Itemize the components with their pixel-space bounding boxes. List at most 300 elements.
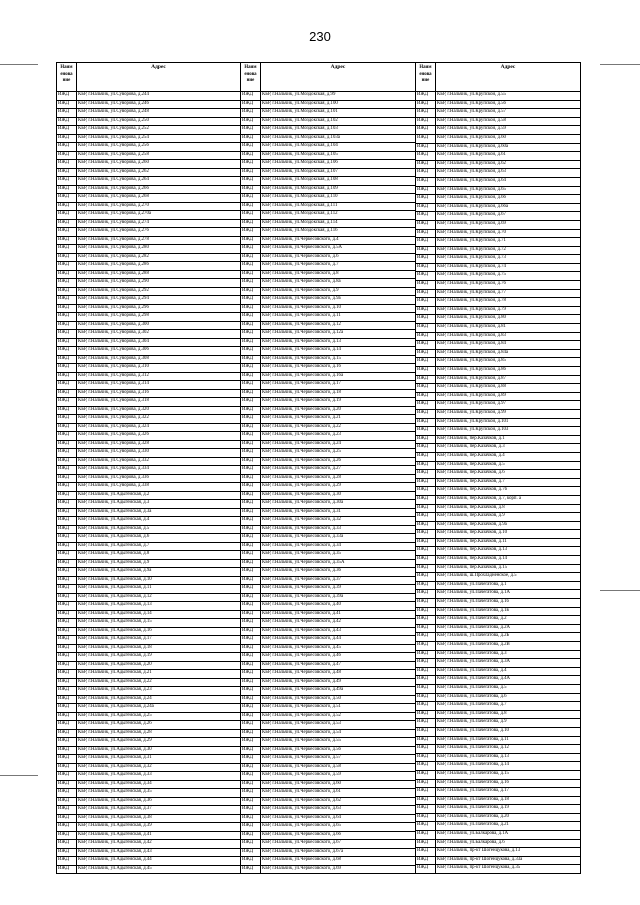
table-row — [57, 815, 240, 824]
table-row — [241, 169, 415, 178]
table-row — [416, 169, 580, 178]
cell-kind: ИЖД — [416, 857, 436, 865]
table-row — [416, 659, 580, 668]
cell-kind: ИЖД — [57, 126, 77, 134]
cell-kind: ИЖД — [57, 466, 77, 474]
cell-kind: ИЖД — [416, 367, 436, 375]
cell-address: КБР, г.Нальчик, ул.Крупской, д.75 — [437, 272, 506, 278]
cell-kind: ИЖД — [57, 636, 77, 644]
table-row — [416, 539, 580, 548]
cell-kind: ИЖД — [57, 203, 77, 211]
cell-address: КБР, г.Нальчик, ул.Крупской, д.69 — [437, 220, 506, 226]
cell-address: КБР, г.Нальчик, ул.Суворова, д.292 — [78, 287, 149, 293]
table-row — [57, 849, 240, 858]
cell-address: КБР, г.Нальчик, ул.Суворова, д.286 — [78, 262, 149, 267]
cell-address: КБР, г.Нальчик, ул.Черкесовского, д.8а — [262, 279, 341, 284]
cell-address: КБР, г.Нальчик, ул.Черкесовского, д.33а — [262, 534, 344, 539]
table-row — [57, 543, 240, 552]
table-row — [416, 831, 580, 840]
cell-address: КБР, г.Нальчик, ул.Черкесовского, д.39 — [262, 585, 341, 590]
cell-kind: ИЖД — [416, 814, 436, 822]
cell-kind: ИЖД — [57, 313, 77, 321]
cell-kind: ИЖД — [57, 713, 77, 721]
cell-address: КБР, г.Нальчик, ул.Черкесовского, д.24 — [262, 440, 341, 446]
table-row — [241, 517, 415, 526]
cell-address: КБР, г.Нальчик, ул.Адыгейская, д.44 — [78, 857, 152, 862]
cell-kind: ИЖД — [57, 594, 77, 602]
cell-kind: ИЖД — [241, 696, 261, 704]
cell-kind: ИЖД — [57, 823, 77, 831]
cell-address: КБР, г.Нальчик, ул.Суворова, д.326 — [78, 432, 149, 437]
cell-address: КБР, г.Нальчик, ул.Крупской, д.60 — [437, 134, 506, 140]
cell-kind: ИЖД — [416, 376, 436, 384]
table-row — [57, 152, 240, 161]
table-row — [57, 339, 240, 348]
cell-kind: ИЖД — [241, 840, 261, 848]
table-row — [416, 590, 580, 599]
cell-address: КБР, г.Нальчик, ул.Суворова, д.310 — [78, 364, 149, 369]
table-row — [57, 245, 240, 254]
cell-address: КБР, г.Нальчик, ул.Пачегатова, д.14 — [437, 762, 509, 768]
table-row — [416, 822, 580, 831]
cell-address: КБР, г.Нальчик, ул.Адыгейская, д.9 — [78, 559, 150, 565]
cell-kind: ИЖД — [416, 298, 436, 306]
cell-kind: ИЖД — [57, 135, 77, 143]
cell-kind: ИЖД — [57, 305, 77, 313]
cell-address: КБР, г.Нальчик, ул.Черкесовского, д.58 — [262, 763, 341, 769]
cell-address: КБР, г.Нальчик, пер.Казачков, д.1 — [437, 435, 505, 441]
table-row — [416, 814, 580, 823]
cell-address: КБР, г.Нальчик, ул.Черкесовского, д.16 — [262, 364, 341, 369]
table-row — [57, 356, 240, 365]
table-row — [416, 848, 580, 857]
table-row — [416, 419, 580, 428]
table-row — [416, 633, 580, 642]
cell-kind: ИЖД — [416, 393, 436, 401]
cell-address: КБР, г.Нальчик, ул.Адыгейская, д.31 — [78, 755, 152, 760]
table-row — [416, 573, 580, 582]
cell-address: КБР, г.Нальчик, ул.Крупской, д.59 — [437, 126, 506, 132]
cell-kind: ИЖД — [57, 339, 77, 347]
table-row — [416, 762, 580, 771]
cell-kind: ИЖД — [416, 272, 436, 280]
cell-address: КБР, г.Нальчик, ул.Моздокская, д.106 — [262, 160, 338, 165]
table-row — [241, 126, 415, 135]
table-row — [57, 288, 240, 297]
table-row — [241, 789, 415, 798]
table-row — [241, 424, 415, 433]
table-row — [241, 211, 415, 220]
cell-address: КБР, г.Нальчик, ул.Суворова, д.260 — [78, 160, 149, 165]
cell-address: КБР, г.Нальчик, ул.Черкесовского, д.57 — [262, 755, 341, 760]
cell-address: КБР, г.Нальчик, ул.Черкесовского, д.10 — [262, 304, 341, 310]
cell-kind: ИЖД — [416, 608, 436, 616]
cell-address: КБР, г.Нальчик, ул.Адыгейская, д.24 — [78, 695, 152, 701]
table-row — [416, 144, 580, 153]
table-row — [416, 702, 580, 711]
cell-kind: ИЖД — [241, 424, 261, 432]
table-row — [57, 560, 240, 569]
cell-kind: ИЖД — [416, 865, 436, 873]
cell-address: КБР, г.Нальчик, ул.Крупской, д.89 — [437, 392, 506, 398]
table-row — [241, 203, 415, 212]
table-row — [57, 747, 240, 756]
cell-address: КБР, г.Нальчик, ул.Адыгейская, д.18 — [78, 644, 152, 650]
cell-address: КБР, г.Нальчик, ул.Суворова, д.290 — [78, 279, 149, 284]
cell-kind: ИЖД — [416, 230, 436, 238]
cell-kind: ИЖД — [416, 264, 436, 272]
cell-kind: ИЖД — [241, 126, 261, 134]
cell-kind: ИЖД — [57, 653, 77, 661]
cell-kind: ИЖД — [416, 676, 436, 684]
table-row — [57, 611, 240, 620]
cell-address: КБР, г.Нальчик, ул.Суворова, д.298 — [78, 313, 149, 318]
cell-address: КБР, г.Нальчик, ул.Черкесовского, д.56 — [262, 746, 341, 752]
cell-kind: ИЖД — [241, 330, 261, 338]
cell-kind: ИЖД — [57, 262, 77, 270]
cell-kind: ИЖД — [241, 203, 261, 211]
cell-address: КБР, г.Нальчик, ул.Черкесовского, д.68 — [262, 857, 341, 862]
table-row — [57, 313, 240, 322]
cell-kind: ИЖД — [57, 330, 77, 338]
cell-kind: ИЖД — [57, 373, 77, 381]
table-row — [241, 449, 415, 458]
cell-address: КБР, г.Нальчик, пер.Казачков, д.11 — [437, 538, 507, 544]
cell-address: КБР, г.Нальчик, ул.Адыгейская, д.16 — [78, 627, 152, 633]
cell-kind: ИЖД — [241, 475, 261, 483]
cell-address: КБР, г.Нальчик, ул.Суворова, д.308 — [78, 355, 149, 361]
cell-kind: ИЖД — [241, 772, 261, 780]
cell-address: КБР, г.Нальчик, ул.Суворова, д.294 — [78, 296, 149, 301]
cell-kind: ИЖД — [241, 645, 261, 653]
table-row — [416, 840, 580, 849]
cell-kind: ИЖД — [416, 109, 436, 117]
cell-kind: ИЖД — [57, 534, 77, 542]
table-row — [57, 109, 240, 118]
table-row — [416, 462, 580, 471]
cell-address: КБР, г.Нальчик, ул.Суворова, д.278 — [78, 236, 149, 242]
cell-address: КБР, г.Нальчик, ул.Суворова, д.256 — [78, 143, 149, 148]
table-row — [241, 823, 415, 832]
cell-kind: ИЖД — [241, 721, 261, 729]
table-row — [241, 543, 415, 552]
cell-kind: ИЖД — [416, 333, 436, 341]
cell-address: КБР, г.Нальчик, ул.Адыгейская, д.14 — [78, 610, 152, 616]
cell-kind: ИЖД — [416, 315, 436, 323]
table-row — [416, 608, 580, 617]
cell-address: КБР, г.Нальчик, ул.Черкесовского, д.17 — [262, 381, 341, 386]
table-row — [57, 551, 240, 560]
cell-address: КБР, г.Нальчик, ул.Пачегатова, д.13 — [437, 753, 509, 759]
cell-address: КБР, г.Нальчик, ул.Крупской, д.74 — [437, 263, 506, 269]
table-row — [241, 645, 415, 654]
cell-address: КБР, г.Нальчик, ул.Адыгейская, д.11 — [78, 585, 152, 590]
table-row — [57, 653, 240, 662]
table-row — [57, 594, 240, 603]
table-row — [57, 823, 240, 832]
table-body — [241, 92, 415, 873]
cell-kind: ИЖД — [57, 611, 77, 619]
cell-kind: ИЖД — [416, 358, 436, 366]
cell-kind: ИЖД — [416, 848, 436, 856]
table-row — [416, 453, 580, 462]
cell-kind: ИЖД — [241, 526, 261, 534]
cell-kind: ИЖД — [416, 522, 436, 530]
cell-kind: ИЖД — [57, 747, 77, 755]
table-row — [241, 398, 415, 407]
table-row — [241, 254, 415, 263]
table-row — [416, 152, 580, 161]
cell-address: КБР, г.Нальчик, ул.Крупской, д.101 — [437, 418, 509, 424]
cell-kind: ИЖД — [416, 144, 436, 152]
table-row — [416, 444, 580, 453]
cell-address: КБР, г.Нальчик, пер.Казачков, д.9 — [437, 513, 505, 519]
cell-kind: ИЖД — [416, 797, 436, 805]
cell-kind: ИЖД — [416, 135, 436, 143]
table-row — [416, 496, 580, 505]
table-row — [416, 668, 580, 677]
cell-address: КБР, г.Нальчик, ул.Черкесовского, д.66 — [262, 831, 341, 837]
table-row — [241, 747, 415, 756]
cell-kind: ИЖД — [57, 441, 77, 449]
cell-kind: ИЖД — [57, 390, 77, 398]
header-address: Адрес — [500, 64, 516, 70]
table-row — [57, 568, 240, 577]
cell-kind: ИЖД — [57, 602, 77, 610]
cell-address: КБР, г.Нальчик, ул.Черкесовского, д.48 — [262, 670, 341, 675]
cell-kind: ИЖД — [241, 313, 261, 321]
table-row — [416, 719, 580, 728]
cell-kind: ИЖД — [241, 560, 261, 568]
cell-address: КБР, г.Нальчик, ул.Черкесовского, д.26 — [262, 457, 341, 463]
cell-address: КБР, г.Нальчик, ул.Суворова, д.302 — [78, 330, 149, 335]
cell-kind: ИЖД — [57, 645, 77, 653]
table-row — [241, 594, 415, 603]
table-row — [57, 466, 240, 475]
cell-address: КБР, г.Нальчик, ул.Пачегатова, д.17 — [437, 788, 509, 794]
cell-address: КБР, г.Нальчик, ул.Черкесовского, д.37 — [262, 576, 341, 582]
table-row — [416, 367, 580, 376]
cell-kind: ИЖД — [241, 823, 261, 831]
cell-address: КБР, г.Нальчик, ул.Адыгейская, д.26 — [78, 721, 152, 726]
cell-address: КБР, г.Нальчик, ул.Пачегатова, д.10 — [437, 727, 509, 733]
cell-address: КБР, г.Нальчик, ул.Крупской, д.65 — [437, 186, 506, 192]
cell-address: КБР, г.Нальчик, ул.Черкесовского, д.49 — [262, 678, 341, 684]
table-row — [241, 186, 415, 195]
cell-kind: ИЖД — [241, 398, 261, 406]
cell-kind: ИЖД — [241, 670, 261, 678]
cell-kind: ИЖД — [241, 755, 261, 763]
cell-kind: ИЖД — [57, 840, 77, 848]
cell-kind: ИЖД — [416, 204, 436, 212]
cell-address: КБР, г.Нальчик, ул.Крупской, д.63 — [437, 169, 506, 175]
table-row — [241, 619, 415, 628]
cell-address: КБР, г.Нальчик, ул.Адыгейская, д.29 — [78, 738, 152, 743]
table-row — [416, 711, 580, 720]
cell-address: КБР, г.Нальчик, ул.Суворова, д.338 — [78, 483, 149, 488]
table-row — [57, 160, 240, 169]
table-row — [57, 764, 240, 773]
table-row — [241, 415, 415, 424]
table-row — [416, 247, 580, 256]
cell-kind: ИЖД — [241, 492, 261, 500]
page-number: 230 — [309, 29, 331, 44]
table-row — [57, 330, 240, 339]
cell-kind: ИЖД — [416, 290, 436, 298]
cell-kind: ИЖД — [416, 599, 436, 607]
table-row — [57, 781, 240, 790]
table-row — [241, 92, 415, 101]
table-row — [241, 483, 415, 492]
cell-kind: ИЖД — [241, 186, 261, 194]
cell-kind: ИЖД — [416, 805, 436, 813]
table-row — [416, 255, 580, 264]
cell-kind: ИЖД — [416, 573, 436, 581]
cell-kind: ИЖД — [57, 628, 77, 636]
table-row — [416, 195, 580, 204]
cell-kind: ИЖД — [416, 410, 436, 418]
cell-kind: ИЖД — [57, 849, 77, 857]
cell-kind: ИЖД — [57, 424, 77, 432]
table-row — [57, 169, 240, 178]
table-row — [241, 441, 415, 450]
cell-kind: ИЖД — [57, 381, 77, 389]
table-row — [57, 483, 240, 492]
cell-address: КБР, г.Нальчик, ул.Крупской, д.64 — [437, 177, 506, 183]
table-row — [416, 135, 580, 144]
table-row — [57, 670, 240, 679]
table-row — [241, 670, 415, 679]
table-row — [241, 364, 415, 373]
table-row — [241, 560, 415, 569]
table-row — [57, 517, 240, 526]
cell-address: КБР, г.Нальчик, ул.Суворова, д.268 — [78, 194, 149, 199]
table-row — [416, 376, 580, 385]
cell-address: КБР, г.Нальчик, ул.Пачегатова, д.3 — [437, 650, 507, 656]
table-row — [57, 228, 240, 237]
table-row — [57, 177, 240, 186]
cell-kind: ИЖД — [416, 822, 436, 830]
table-row — [416, 118, 580, 127]
table-row — [241, 832, 415, 841]
table-row — [416, 436, 580, 445]
cell-address: КБР, г.Нальчик, ул.Адыгейская, д.37 — [78, 806, 152, 811]
table-row — [57, 381, 240, 390]
cell-kind: ИЖД — [416, 152, 436, 160]
cell-kind: ИЖД — [416, 539, 436, 547]
cell-kind: ИЖД — [241, 611, 261, 619]
cell-address: КБР, г.Нальчик, пер.Казачков, д.15 — [437, 564, 507, 570]
cell-kind: ИЖД — [57, 271, 77, 279]
cell-address: КБР, г.Нальчик, ул.Адыгейская, д.22 — [78, 678, 152, 684]
table-row — [241, 322, 415, 331]
cell-kind: ИЖД — [416, 694, 436, 702]
cell-address: КБР, г.Нальчик, ул.Суворова, д.336 — [78, 474, 149, 480]
table-row — [57, 347, 240, 356]
cell-address: КБР, г.Нальчик, ул.Черкесовского, д.52 — [262, 712, 341, 718]
table-row — [57, 602, 240, 611]
table-row — [241, 611, 415, 620]
cell-kind: ИЖД — [241, 339, 261, 347]
cell-address: КБР, г.Нальчик, ул.Суворова, д.324 — [78, 423, 149, 429]
cell-address: КБР, г.Нальчик, ул.Суворова, д.246 — [78, 100, 149, 106]
cell-address: КБР, г.Нальчик, ул.Пачегатова, д.4 — [437, 667, 507, 673]
cell-address: КБР, г.Нальчик, ул.Суворова, д.330 — [78, 449, 149, 454]
cell-kind: ИЖД — [57, 500, 77, 508]
cell-address: КБР, г.Нальчик, ул.Черкесовского, д.49а — [262, 687, 344, 692]
table-row — [241, 288, 415, 297]
cell-kind: ИЖД — [416, 780, 436, 788]
cell-kind: ИЖД — [241, 211, 261, 219]
table-row — [416, 204, 580, 213]
cell-kind: ИЖД — [241, 160, 261, 168]
cell-address: КБР, г.Нальчик, ул.Моздокская, д.116 — [262, 228, 338, 233]
table-row — [241, 534, 415, 543]
table-row — [57, 126, 240, 135]
cell-address: КБР, г.Нальчик, ул.Адыгейская, д.23 — [78, 687, 152, 692]
cell-address: КБР, г.Нальчик, ул.Пачегатова, д.18 — [437, 796, 509, 802]
cell-kind: ИЖД — [241, 832, 261, 840]
table-row — [57, 398, 240, 407]
cell-address: КБР, г.Нальчик, ул.Моздокская, д.114 — [262, 219, 338, 225]
table-row — [241, 849, 415, 858]
cell-address: КБР, г.Нальчик, ул.Крупской, д.60а — [437, 143, 509, 149]
table-row — [57, 645, 240, 654]
cell-address: КБР, г.Нальчик, ул.Пачегатова, д.12 — [437, 745, 509, 751]
cell-address: КБР, г.Нальчик, ул.Крупской, д.66 — [437, 195, 506, 201]
cell-address: КБР, г.Нальчик, ул.Адыгейская, д.30 — [78, 746, 152, 752]
cell-kind: ИЖД — [57, 279, 77, 287]
cell-kind: ИЖД — [57, 696, 77, 704]
table-row — [416, 616, 580, 625]
cell-kind: ИЖД — [241, 177, 261, 185]
table-row — [57, 101, 240, 110]
table-row — [57, 458, 240, 467]
cell-kind: ИЖД — [241, 194, 261, 202]
table-row — [57, 296, 240, 305]
cell-address: КБР, г.Нальчик, ул.Черкесовского, д.64 — [262, 814, 341, 820]
table-row — [416, 865, 580, 873]
cell-address: КБР, г.Нальчик, ул.Черкесовского, д.41 — [262, 610, 341, 616]
cell-kind: ИЖД — [241, 220, 261, 228]
address-table-column — [56, 62, 241, 874]
cell-kind: ИЖД — [241, 237, 261, 245]
cell-kind: ИЖД — [241, 449, 261, 457]
table-row — [241, 721, 415, 730]
table-row — [416, 625, 580, 634]
cell-address: КБР, г.Нальчик, пер.Казачков, д.7, корп. а — [437, 495, 521, 501]
cell-address: КБР, г.Нальчик, ул.Суворова, д.262 — [78, 168, 149, 174]
cell-address: КБР, г.Нальчик, ул.Суворова, д.318 — [78, 398, 149, 403]
cell-kind: ИЖД — [241, 109, 261, 117]
cell-kind: ИЖД — [416, 384, 436, 392]
table-row — [57, 866, 240, 874]
cell-kind: ИЖД — [57, 220, 77, 228]
cell-kind: ИЖД — [57, 322, 77, 330]
cell-address: КБР, г.Нальчик, ул.Черкесовского, д.12 — [262, 321, 341, 327]
cell-kind: ИЖД — [416, 341, 436, 349]
table-row — [57, 92, 240, 101]
cell-kind: ИЖД — [416, 737, 436, 745]
table-row — [57, 475, 240, 484]
table-row — [416, 264, 580, 273]
table-row — [416, 401, 580, 410]
cell-address: КБР, г.Нальчик, ул.Крупской, д.78 — [437, 298, 506, 304]
table-row — [416, 272, 580, 281]
cell-kind: ИЖД — [57, 798, 77, 806]
table-row — [416, 221, 580, 230]
cell-address: КБР, г.Нальчик, ул.Суворова, д.322 — [78, 415, 149, 420]
